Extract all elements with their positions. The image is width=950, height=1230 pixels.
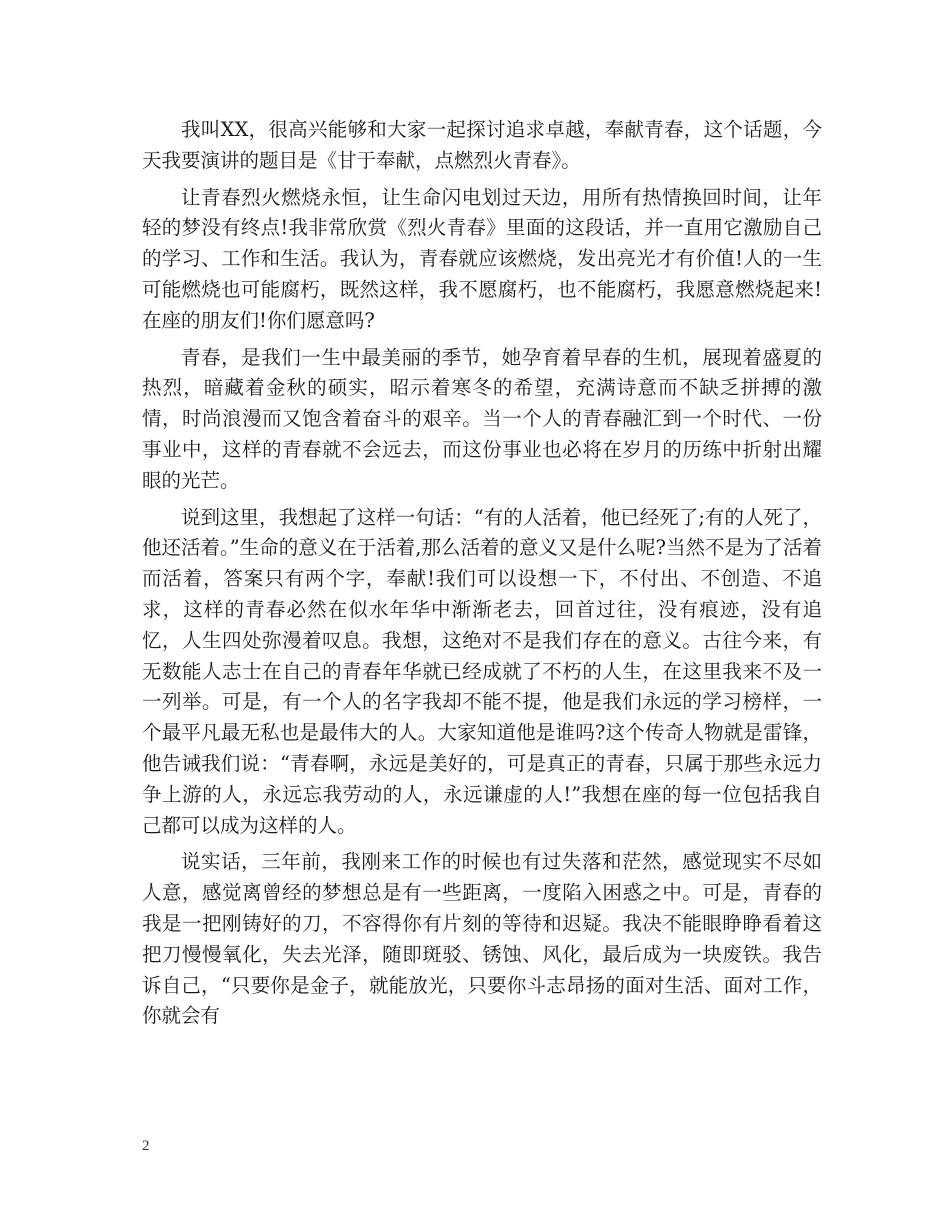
page-number: 2 <box>142 1138 150 1154</box>
paragraph-3: 青春，是我们一生中最美丽的季节，她孕育着早春的生机，展现着盛夏的热烈，暗藏着金秋的硕实，昭示着寒冬的希望，充满诗意而不缺乏拼搏的激情，时尚浪漫而又饱含着奋斗的艰辛。当一个人的青春融汇到一个时代、一份事业中，这样的青春就不会远去，而这份事业也必将在岁月的历练中折射出耀眼的光芒。 <box>142 345 822 492</box>
paragraph-5: 说实话，三年前，我刚来工作的时候也有过失落和茫然，感觉现实不尽如人意，感觉离曾经的梦想总是有一些距离，一度陷入困惑之中。可是，青春的我是一把刚铸好的刀，不容得你有片刻的等待和迟疑。我决不能眼睁睁看着这把刀慢慢氧化，失去光泽，随即斑驳、锈蚀、风化，最后成为一块废铁。我告诉自己，“只要你是金子，就能放光，只要你斗志昂扬的面对生活、面对工作，你就会有 <box>142 850 822 1028</box>
paragraph-2: 让青春烈火燃烧永恒，让生命闪电划过天边，用所有热情换回时间，让年轻的梦没有终点!我非常欣赏《烈火青春》里面的这段话，并一直用它激励自己的学习、工作和生活。我认为，青春就应该燃烧，发出亮光才有价值!人的一生可能燃烧也可能腐朽，既然这样，我不愿腐朽，也不能腐朽，我愿意燃烧起来!在座的朋友们!你们愿意吗? <box>142 185 822 332</box>
paragraph-4: 说到这里，我想起了这样一句话：“有的人活着，他已经死了;有的人死了，他还活着。”生命的意义在于活着,那么活着的意义又是什么呢?当然不是为了活着而活着，答案只有两个字，奉献!我们可以设想一下，不付出、不创造、不追求，这样的青春必然在似水年华中渐渐老去，回首过往，没有痕迹，没有追忆，人生四处弥漫着叹息。我想，这绝对不是我们存在的意义。古往今来，有无数能人志士在自己的青春年华就已经成就了不朽的人生，在这里我来不及一一列举。可是，有一个人的名字我却不能不提，他是我们永远的学习榜样，一个最平凡最无私也是最伟大的人。大家知道他是谁吗?这个传奇人物就是雷锋，他告诫我们说：“青春啊，永远是美好的，可是真正的青春，只属于那些永远力争上游的人，永远忘我劳动的人，永远谦虚的人!”我想在座的每一位包括我自己都可以成为这样的人。 <box>142 505 822 837</box>
document-body <box>142 115 822 1038</box>
paragraph-1: 我叫XX，很高兴能够和大家一起探讨追求卓越，奉献青春，这个话题，今天我要演讲的题目是《甘于奉献，点燃烈火青春》。 <box>142 118 822 172</box>
